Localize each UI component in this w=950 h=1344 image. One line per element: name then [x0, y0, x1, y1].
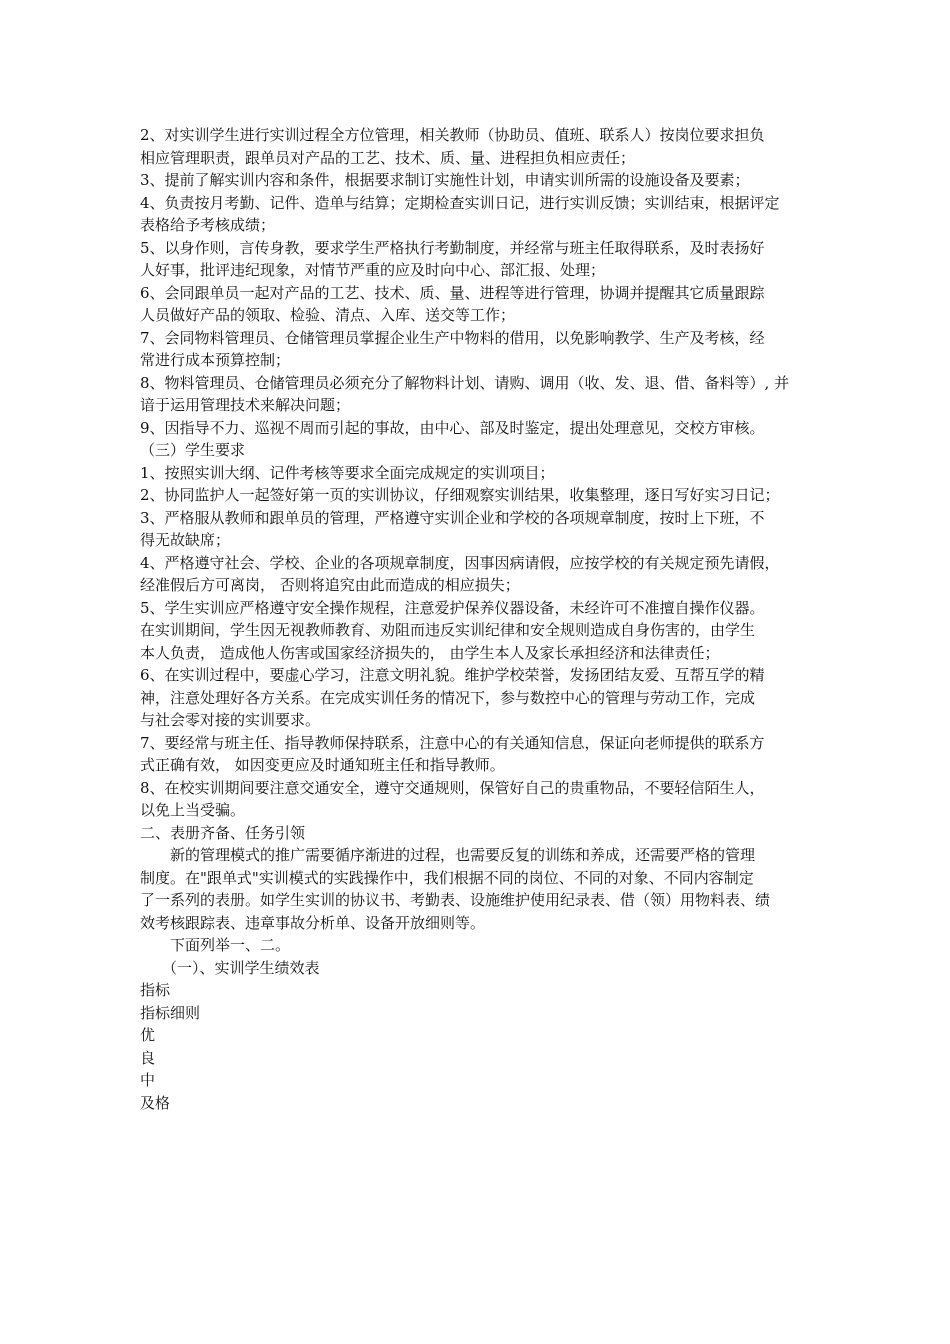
text-line: 制度。在"跟单式"实训模式的实践操作中，我们根据不同的岗位、不同的对象、不同内容制定 — [140, 868, 754, 887]
table-cell-text: 指标 — [140, 981, 171, 999]
text-line: 了一系列的表册。如学生实训的协议书、考勤表、设施维护使用纪录表、借（领）用物料表、绩 — [140, 891, 771, 909]
text-line: 得无故缺席； — [140, 531, 231, 549]
text-line: 8、物料管理员、仓储管理员必须充分了解物料计划、请购、调用（收、发、退、借、备料等）, 并 — [140, 373, 790, 392]
text-line: 7、会同物料管理员、仓储管理员掌握企业生产中物料的借用，以免影响教学、生产及考核，经 — [140, 328, 765, 347]
table-caption: （一）、实训学生绩效表 — [162, 958, 320, 977]
text-line: 效考核跟踪表、违章事故分析单、设备开放细则等。 — [140, 913, 486, 932]
text-line: 与社会零对接的实训要求。 — [140, 711, 321, 729]
text-line: 在实训期间，学生因无视教师教育、劝阻而违反实训纪律和安全规则造成自身伤害的，由学生 — [140, 621, 756, 639]
text-line: 式正确有效， 如因变更应及时通知班主任和指导教师。 — [140, 756, 505, 774]
text-line: 人员做好产品的领取、检验、清点、入库、送交等工作； — [140, 306, 516, 324]
section-heading: （三）学生要求 — [140, 441, 246, 459]
text-line: 5、学生实训应严格遵守安全操作规程，注意爱护保养仪器设备，未经许可不准擅自操作仪器。 — [140, 598, 765, 617]
table-cell-text: 指标细则 — [140, 1003, 201, 1022]
text-line: 1、按照实训大纲、记件考核等要求全面完成规定的实训项目； — [140, 463, 555, 482]
text-line: 2、协同监护人一起签好第一页的实训协议，仔细观察实训结果，收集整理，逐日写好实习日记； — [140, 486, 780, 504]
paragraph-first-line: 下面列举一、二。 — [170, 936, 291, 954]
text-line: 6、会同跟单员一起对产品的工艺、技术、质、量、进程等进行管理，协调并提醒其它质量跟踪 — [140, 283, 765, 302]
document-body — [140, 124, 820, 1114]
text-line: 9、因指导不力、巡视不周而引起的事故，由中心、部及时鉴定，提出处理意见，交校方审核。 — [140, 418, 765, 437]
paragraph-first-line: 新的管理模式的推广需要循序渐进的过程，也需要反复的训练和养成，还需要严格的管理 — [170, 846, 756, 864]
text-line: 5、以身作则，言传身教，要求学生严格执行考勤制度，并经常与班主任取得联系，及时表扬好 — [140, 238, 765, 257]
table-cell-text: 良 — [140, 1048, 156, 1067]
text-line: 神，注意处理好各方关系。在完成实训任务的情况下，参与数控中心的管理与劳动工作，完成 — [140, 688, 756, 707]
text-line: 8、在校实训期间要注意交通安全，遵守交通规则，保管好自己的贵重物品，不要轻信陌生人， — [140, 778, 765, 797]
text-line: 4、负责按月考勤、记件、造单与结算；定期检查实训日记，进行实训反馈；实训结束，根据评定 — [140, 193, 780, 212]
text-line: 3、严格服从教师和跟单员的管理，严格遵守实训企业和学校的各项规章制度，按时上下班，不 — [140, 508, 765, 527]
text-line: 常进行成本预算控制； — [140, 351, 291, 369]
text-line: 本人负责， 造成他人伤害或国家经济损失的， 由学生本人及家长承担经济和法律责任； — [140, 643, 720, 662]
text-line: 相应管理职责，跟单员对产品的工艺、技术、质、量、进程担负相应责任； — [140, 148, 636, 167]
text-line: 3、提前了解实训内容和条件，根据要求制订实施性计划，申请实训所需的设施设备及要素； — [140, 171, 750, 189]
table-cell-text: 中 — [140, 1071, 156, 1089]
text-line: 谙于运用管理技术来解决问题； — [140, 396, 351, 414]
section-heading: 二、表册齐备、任务引领 — [140, 823, 306, 842]
text-line: 经准假后方可离岗， 否则将追究由此而造成的相应损失； — [140, 576, 520, 594]
text-line: 以免上当受骗。 — [140, 801, 246, 819]
text-line: 7、要经常与班主任、指导教师保持联系，注意中心的有关通知信息，保证向老师提供的联系方 — [140, 733, 765, 752]
text-line: 6、在实训过程中，要虚心学习，注意文明礼貌。维护学校荣誉，发扬团结友爱、互帮互学的精 — [140, 666, 765, 684]
text-line: 4、严格遵守社会、学校、企业的各项规章制度，因事因病请假，应按学校的有关规定预先请假， — [140, 553, 780, 572]
text-line: 表格给予考核成绩； — [140, 216, 276, 234]
text-line: 人好事，批评违纪现象，对情节严重的应及时向中心、部汇报、处理； — [140, 261, 606, 279]
table-cell-text: 及格 — [140, 1093, 171, 1112]
text-line: 2、对实训学生进行实训过程全方位管理，相关教师（协助员、值班、联系人）按岗位要求担负 — [140, 126, 765, 144]
table-cell-text: 优 — [140, 1026, 156, 1044]
